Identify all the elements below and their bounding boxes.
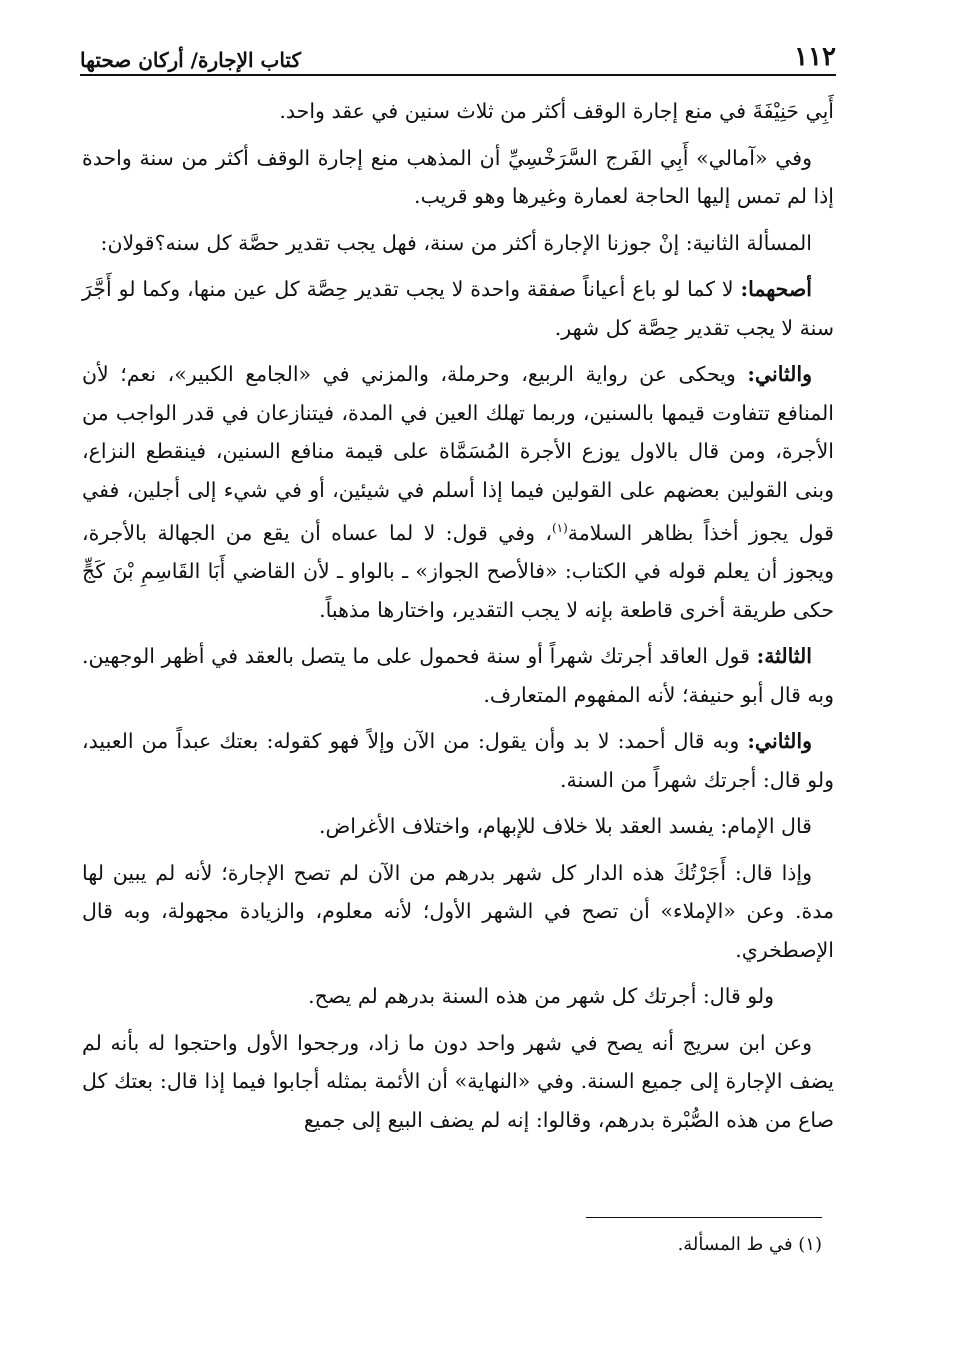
paragraph-text: قول العاقد أجرتك شهراً أو سنة فحمول على ما يتصل بالعقد في أظهر الوجهين. وبه قال أبو حنيفة؛ لأنه المفهوم المتعارف. xyxy=(82,644,834,707)
page-header xyxy=(80,34,836,76)
paragraph-lead: والثاني: xyxy=(747,729,812,754)
paragraph-text: ، وفي قول: لا لما عساه أن يقع من الجهالة بالأجرة، ويجوز أن يعلم قوله في الكتاب: «فالأصح الجواز» ـ بالواو ـ لأن القاضي أَبَا القَاسِمِ بْنَ كَجٍّ حكى طريقة أخرى قاطعة بإنه لا يجب التقدير، واختارها مذهباً. xyxy=(82,520,834,622)
paragraph xyxy=(82,355,834,629)
paragraph-lead: والثاني: xyxy=(747,362,812,386)
paragraph-text: ويحكى عن رواية الربيع، وحرملة، والمزني في «الجامع الكبير»، نعم؛ لأن المنافع تتفاوت قيمها بالسنين، وربما تهلك العين في المدة، فيتنازعان في قدر الواجب من الأجرة، ومن قال بالاول يوزع الأجرة المُسَمَّاة على قيمة منافع السنين، فينقطع النزاع، وبنى القولين بعضهم على القولين فيما إذا أسلم في شيئين، أو في شيء إلى أجلين، ففي قول يجوز أخذاً بظاهر السلامة xyxy=(82,362,834,545)
paragraph xyxy=(82,637,834,714)
paragraph xyxy=(82,722,834,799)
paragraph xyxy=(82,224,834,263)
paragraph xyxy=(82,854,834,970)
page-number: ١١٢ xyxy=(794,42,836,72)
paragraph-text: وعن ابن سريج أنه يصح في شهر واحد دون ما زاد، ورجحوا الأول واحتجوا له بأنه لم يضف الإجارة إلى جميع السنة. وفي «النهاية» أن الأئمة بمثله أجابوا فيما إذا قال: بعتك كل صاع من هذه الصُّبْرة بدرهم، وقالوا: إنه لم يضف البيع إلى جميع xyxy=(82,1030,834,1132)
paragraph xyxy=(82,139,834,216)
paragraph-text: قال الإمام: يفسد العقد بلا خلاف للإبهام، واختلاف الأغراض. xyxy=(318,814,812,839)
paragraph-text: أَبِي حَنِيْفَةَ في منع إجارة الوقف أكثر من ثلاث سنين في عقد واحد. xyxy=(279,99,834,123)
paragraph xyxy=(82,1024,834,1140)
main-text xyxy=(82,92,834,1147)
footnote-marker: (١) xyxy=(551,521,568,535)
paragraph-text: وبه قال أحمد: لا بد وأن يقول: من الآن وإلاً فهو كقوله: بعتك عبداً من العبيد، ولو قال: أجرتك شهراً من السنة. xyxy=(82,729,834,792)
paragraph-text: وإذا قال: أَجَرْتُكَ هذه الدار كل شهر بدرهم من الآن لم تصح الإجارة؛ لأنه لم يبين لها مدة. وعن «الإملاء» أن تصح في الشهر الأول؛ لأنه معلوم، والزيادة مجهولة، وبه قال الإصطخري. xyxy=(82,860,834,962)
footnote-divider xyxy=(586,1217,822,1218)
paragraph-text: وفي «آمالي» أَبِي الفَرج السَّرَخْسِيِّ أن المذهب منع إجارة الوقف أكثر من سنة واحدة إذا لم تمس إليها الحاجة لعمارة وغيرها وهو قريب. xyxy=(82,145,834,208)
paragraph-text: لا كما لو باع أعياناً صفقة واحدة لا يجب تقدير حِصَّة كل عين منها، وكما لو أَجَّرَ سنة لا يجب تقدير حِصَّة كل شهر. xyxy=(82,277,834,340)
footnote xyxy=(322,1232,822,1258)
paragraph-lead: الثالثة: xyxy=(756,644,812,669)
paragraph xyxy=(82,92,834,131)
paragraph xyxy=(82,977,834,1016)
paragraph-text: ولو قال: أجرتك كل شهر من هذه السنة بدرهم لم يصح. xyxy=(308,984,774,1009)
footnote-text: (١) في ط المسألة. xyxy=(677,1234,822,1255)
paragraph xyxy=(82,807,834,846)
paragraph xyxy=(82,270,834,347)
paragraph-lead: أصحهما: xyxy=(740,277,812,301)
running-title: كتاب الإجارة/ أركان صحتها xyxy=(80,48,301,72)
paragraph-text: المسألة الثانية: إنْ جوزنا الإجارة أكثر من سنة، فهل يجب تقدير حصَّة كل سنه؟قولان: xyxy=(100,230,812,255)
